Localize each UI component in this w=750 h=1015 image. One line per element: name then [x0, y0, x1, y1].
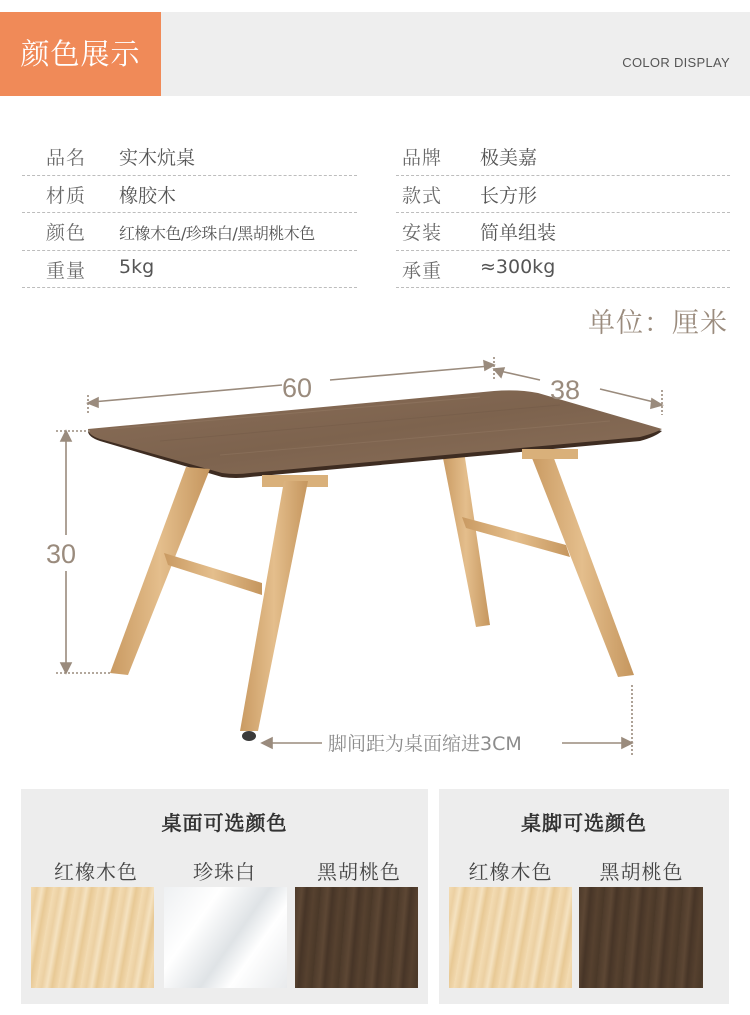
- table-leg-front-right: [240, 481, 308, 731]
- spec-value: 红橡木色/珍珠白/黑胡桃木色: [119, 224, 315, 243]
- spec-value: 橡胶木: [119, 184, 177, 207]
- panel-title: 桌面可选颜色: [161, 811, 288, 835]
- section-subtitle: COLOR DISPLAY: [622, 55, 730, 70]
- spec-label: 品牌: [402, 147, 443, 169]
- spec-value: 实木炕桌: [119, 147, 196, 169]
- spec-value: 5kg: [119, 255, 155, 278]
- swatch-black-walnut[interactable]: [579, 887, 703, 988]
- swatch-label: 黑胡桃色: [599, 860, 684, 884]
- spec-label: 重量: [46, 259, 87, 282]
- swatch-pearl-white[interactable]: [164, 887, 287, 988]
- table-illustration: [0, 345, 750, 775]
- spec-row: [396, 138, 730, 176]
- spec-row: [396, 213, 730, 251]
- spec-label: 安装: [402, 222, 443, 244]
- leg-spacing-note: 脚间距为桌面缩进3CM: [328, 733, 522, 755]
- spec-value: ≈300kg: [480, 255, 556, 278]
- dimension-width: 38: [550, 375, 581, 405]
- swatch-label: 黑胡桃色: [317, 860, 401, 884]
- swatch-red-oak[interactable]: [449, 887, 572, 988]
- tabletop-color-panel: [21, 789, 428, 1004]
- leg-foot-cap: [242, 731, 256, 741]
- section-title: 颜色展示: [0, 12, 161, 96]
- swatch-label: 珍珠白: [193, 860, 256, 884]
- spec-label: 颜色: [46, 222, 87, 244]
- table-leg-back-right: [442, 451, 490, 627]
- header-banner: [0, 12, 750, 96]
- spec-column-right: [396, 138, 730, 288]
- table-stretcher-front: [164, 553, 262, 595]
- leg-mount-back: [522, 449, 578, 459]
- spec-row: [396, 251, 730, 289]
- swatch-black-walnut[interactable]: [295, 887, 418, 988]
- unit-label: 单位：厘米: [588, 308, 728, 339]
- spec-column-left: [22, 138, 357, 288]
- spec-value: 极美嘉: [480, 147, 538, 169]
- spec-row: [22, 251, 357, 289]
- panel-title: 桌脚可选颜色: [521, 811, 647, 835]
- spec-row: [22, 138, 357, 176]
- spec-label: 承重: [402, 259, 443, 282]
- spec-row: [22, 213, 357, 251]
- swatch-label: 红橡木色: [468, 860, 553, 884]
- spec-value: 简单组装: [480, 222, 557, 244]
- spec-label: 品名: [46, 147, 87, 169]
- spec-label: 款式: [402, 184, 443, 207]
- dimension-length: 60: [282, 373, 313, 403]
- leg-color-panel: [439, 789, 729, 1004]
- spec-label: 材质: [46, 184, 87, 207]
- swatch-label: 红橡木色: [54, 860, 138, 884]
- spec-row: [396, 176, 730, 214]
- dimension-height: 30: [46, 539, 77, 569]
- table-leg-back-right-2: [530, 453, 634, 677]
- spec-row: [22, 176, 357, 214]
- swatch-red-oak[interactable]: [31, 887, 154, 988]
- spec-value: 长方形: [480, 184, 538, 207]
